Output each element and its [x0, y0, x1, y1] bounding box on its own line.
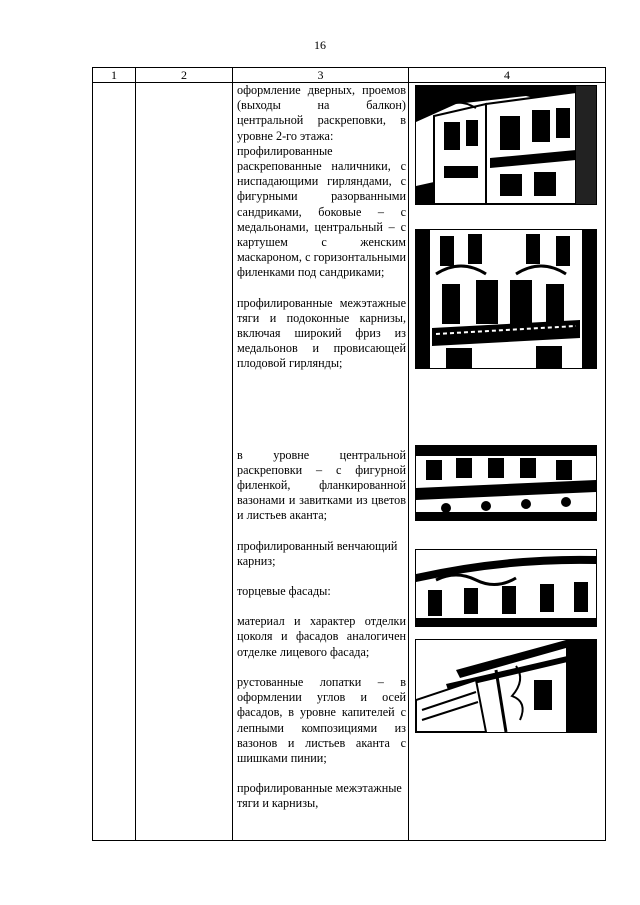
facade-photo-1 [415, 85, 597, 205]
cell-col-4-photos [409, 83, 606, 841]
cell-col-1 [93, 83, 136, 841]
document-table [92, 67, 606, 841]
paragraph-doors: оформление дверных, проемов (выходы на балкон) центральной раскреповки, в уровне 2-го этажа: [237, 83, 406, 143]
facade-photo-2 [415, 229, 597, 369]
paragraph-window-frames: профилированные раскрепованные наличники, с ниспадающими гирляндами, с фигурными разорванными сандриками, боковые – с медальонами, центральный – с картушем с женским маскароном, с горизонтальными филенками под сандриками; [237, 143, 406, 280]
paragraph-materials: материал и характер отделки цоколя и фасадов аналогичен отделке лицевого фасада; [237, 614, 406, 659]
cell-col-2 [136, 83, 233, 841]
facade-photo-5 [415, 639, 597, 733]
cell-col-3 [233, 83, 409, 841]
page-number: 16 [314, 38, 326, 52]
table-header-row [93, 68, 606, 83]
table-row [93, 83, 606, 841]
facade-photo-3 [415, 445, 597, 521]
header-col-1: 1 [93, 68, 136, 83]
header-col-4: 4 [409, 68, 606, 83]
paragraph-end-facades: торцевые фасады: [237, 584, 331, 599]
paragraph-central-projection: в уровне центральной раскреповки – с фигурной филенкой, фланкированной вазонами и завитками из цветов и листьев аканта; [237, 447, 406, 523]
paragraph-cornices: профилированные межэтажные тяги и подоконные карнизы, включая широкий фриз из медальонов и провисающей плодовой гирлянды; [237, 295, 406, 371]
header-col-3: 3 [233, 68, 409, 83]
facade-photo-4 [415, 549, 597, 627]
paragraph-crowning-cornice: профилированный венчающий карниз; [237, 538, 398, 568]
header-col-2: 2 [136, 68, 233, 83]
paragraph-rusticated-pilasters: рустованные лопатки – в оформлении углов и осей фасадов, в уровне капителей с лепными композициями из вазонов и листьев аканта с шишками пинии; [237, 674, 406, 765]
paragraph-interfloor-belts: профилированные межэтажные тяги и карнизы, [237, 781, 402, 811]
